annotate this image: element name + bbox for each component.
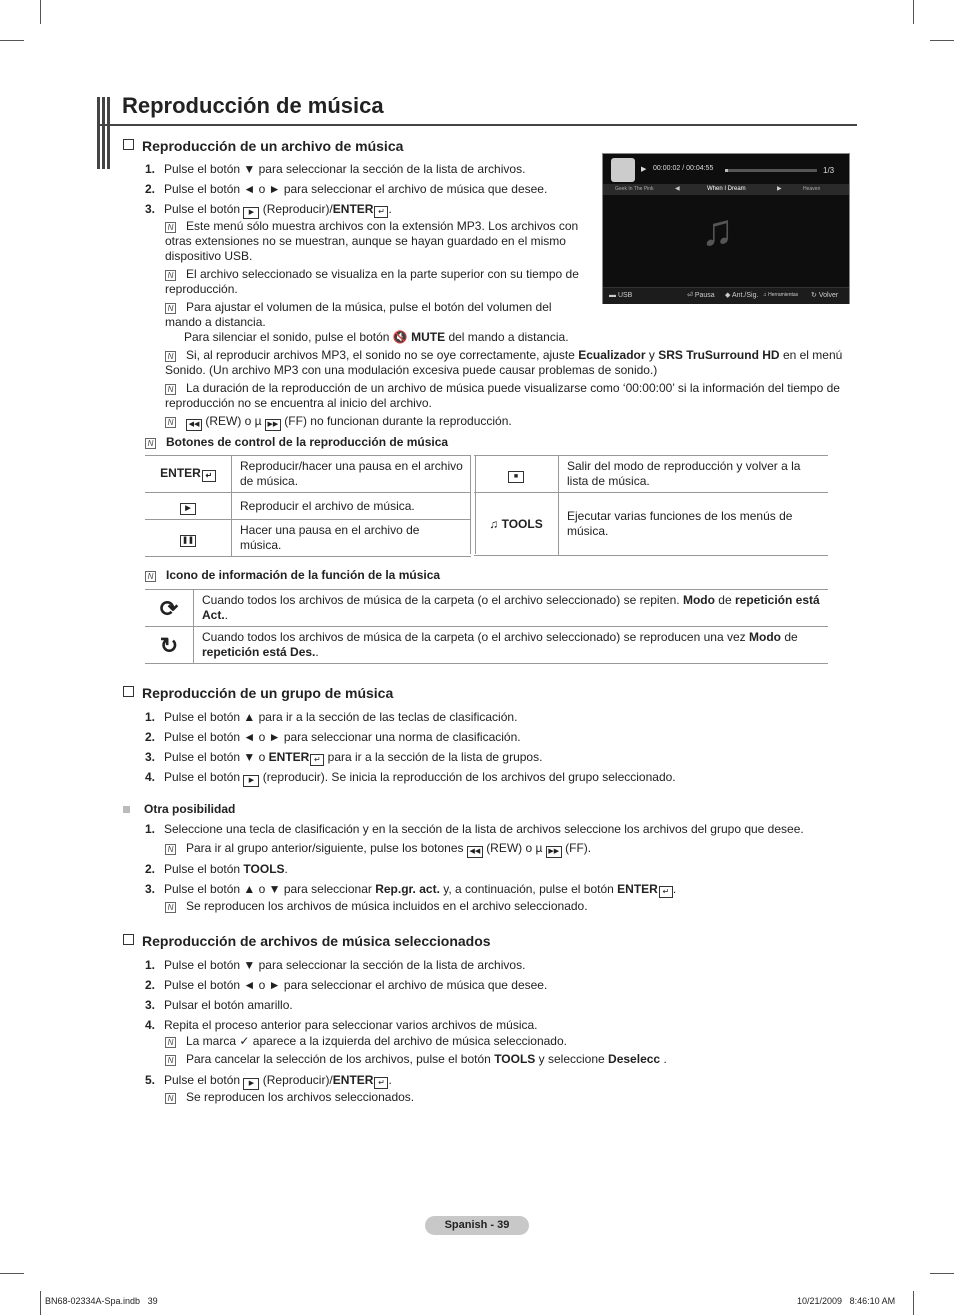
step: 2. Pulse el botón ◄ o ► para seleccionar el archivo de música que desee. [145, 182, 548, 196]
pause-hint: ⏎ Pausa [687, 292, 715, 299]
rewind-icon: ◀◀ [467, 846, 483, 858]
note: N Para ir al grupo anterior/siguiente, pulse los botones ◀◀ (REW) o µ ▶▶ (FF). [165, 841, 591, 858]
right-arrow-icon: ▶ [777, 186, 782, 192]
music-player-screen [602, 153, 850, 304]
note-icon: N [165, 222, 176, 233]
print-file: BN68-02334A-Spa.indb 39 [45, 1296, 158, 1306]
note: N La duración de la reproducción de un archivo de música puede visualizarse como ‘00:00:00’ si la información del tiempo de reproducción no se encuentra al inicio del archivo. [165, 381, 840, 410]
stop-icon: ■ [508, 471, 524, 483]
note-icon: N [165, 1093, 176, 1104]
table-cell: Cuando todos los archivos de música de la carpeta (o el archivo seleccionado) se repiten. Modo de repetición está Act.. [194, 590, 829, 627]
page-title: Reproducción de música [122, 93, 384, 118]
step: 2. Pulse el botón ◄ o ► para seleccionar una norma de clasificación. [145, 730, 521, 744]
table-cell: Cuando todos los archivos de música de la carpeta (o el archivo seleccionado) se reproducen una vez Modo de repetición está Des.. [194, 627, 829, 664]
table-cell: Ejecutar varias funciones de los menús de música. [559, 493, 829, 556]
step: 4. Repita el proceso anterior para seleccionar varios archivos de música. [145, 1018, 538, 1032]
table-cell: ENTER ↵ [145, 456, 232, 493]
table-heading: N Botones de control de la reproducción de música [145, 435, 448, 450]
table-heading: N Icono de información de la función de la música [145, 568, 440, 583]
crop-mark [40, 1291, 41, 1315]
mute-icon: 🔇 [392, 330, 408, 344]
step: 3. Pulse el botón ▼ o ENTER ↵ para ir a la sección de la lista de grupos. [145, 750, 543, 764]
music-note-icon: ♫ [701, 206, 734, 255]
checkbox-icon [123, 934, 134, 945]
repeat-all-icon: ⟳ [145, 590, 194, 627]
note-icon: N [165, 351, 176, 362]
note-cont: Para silenciar el sonido, pulse el botón 🔇 MUTE del mando a distancia. [184, 330, 569, 344]
usb-label: ▬ USB [609, 292, 633, 299]
note-icon: N [165, 902, 176, 913]
note-icon: N [165, 270, 176, 281]
step: 5. Pulse el botón ▶ (Reproducir)/ENTER ↵ . [145, 1073, 392, 1090]
enter-icon: ↵ [202, 470, 216, 482]
table-cell [145, 520, 232, 557]
enter-icon: ↵ [659, 886, 673, 898]
step: 1. Seleccione una tecla de clasificación y en la sección de la lista de archivos seleccione los archivos del grupo que desee. [145, 822, 804, 836]
note-icon: N [145, 438, 156, 449]
icons-table [145, 589, 828, 664]
tools-icon: ♫ [489, 516, 499, 531]
title-rule [97, 124, 857, 126]
player-status-bar [603, 287, 849, 304]
subheading: Otra posibilidad [123, 802, 235, 817]
album-art-icon [611, 158, 635, 182]
step: 4. Pulse el botón ▶ (reproducir). Se inicia la reproducción de los archivos del grupo seleccionado. [145, 770, 676, 787]
step: 2. Pulse el botón ◄ o ► para seleccionar el archivo de música que desee. [145, 978, 548, 992]
table-cell [474, 456, 559, 493]
section-heading: Reproducción de un grupo de música [123, 685, 393, 701]
note-icon: N [165, 844, 176, 855]
bullet-icon [123, 806, 130, 813]
table-cell: ♫ TOOLS [474, 493, 559, 556]
section-heading: Reproducción de archivos de música seleccionados [123, 933, 491, 949]
checkbox-icon [123, 686, 134, 697]
checkmark-icon: ✓ [239, 1034, 250, 1048]
print-timestamp: 10/21/2009 8:46:10 AM [797, 1296, 896, 1306]
play-icon: ▶ [243, 775, 259, 787]
prev-track: Geek In The Pink [615, 186, 654, 192]
table-cell: Reproducir el archivo de música. [232, 493, 472, 520]
crop-mark [930, 40, 954, 41]
checkbox-icon [123, 139, 134, 150]
back-hint: ↻ Volver [811, 292, 839, 299]
fast-forward-icon: ▶▶ [265, 419, 281, 431]
step: 2. Pulse el botón TOOLS. [145, 862, 288, 876]
section-heading: Reproducción de un archivo de música [123, 138, 403, 154]
note-icon: N [165, 384, 176, 395]
step: 1. Pulse el botón ▲ para ir a la sección de las teclas de clasificación. [145, 710, 518, 724]
note: N El archivo seleccionado se visualiza en la parte superior con su tiempo de reproducción. [165, 267, 579, 296]
play-icon: ▶ [243, 1078, 259, 1090]
step: 1. Pulse el botón ▼ para seleccionar la sección de la lista de archivos. [145, 162, 526, 176]
note: N Este menú sólo muestra archivos con la extensión MP3. Los archivos con otras extensiones no se muestran, aunque se hayan guardado en el mismo dispositivo USB. [165, 219, 579, 263]
page-number-badge: Spanish - 39 [425, 1216, 529, 1235]
step: 1. Pulse el botón ▼ para seleccionar la sección de la lista de archivos. [145, 958, 526, 972]
crop-mark [40, 0, 41, 24]
crop-mark [930, 1273, 954, 1274]
track-bar [603, 184, 849, 195]
rewind-icon: ◀◀ [186, 419, 202, 431]
fast-forward-icon: ▶▶ [546, 846, 562, 858]
note-icon: N [145, 571, 156, 582]
play-indicator-icon: ▶ [641, 166, 647, 173]
table-cell [145, 493, 232, 520]
ant-sig-hint: ◆ Ant./Sig. [725, 292, 759, 299]
note-icon: N [165, 417, 176, 428]
play-icon: ▶ [243, 207, 259, 219]
note: N Se reproducen los archivos seleccionados. [165, 1090, 414, 1105]
left-arrow-icon: ◀ [675, 186, 680, 192]
step: 3. Pulse el botón ▶ (Reproducir)/ENTER ↵ . [145, 202, 392, 219]
note: N ◀◀ (REW) o µ ▶▶ (FF) no funcionan durante la reproducción. [165, 414, 512, 431]
enter-icon: ↵ [310, 754, 324, 766]
note-icon: N [165, 1055, 176, 1066]
play-icon: ▶ [180, 503, 196, 515]
progress-bar [725, 169, 817, 172]
crop-mark [0, 1273, 24, 1274]
step: 3. Pulsar el botón amarillo. [145, 998, 293, 1012]
controls-table-left [145, 455, 471, 557]
repeat-off-icon: ↻ [145, 627, 194, 664]
note: N La marca ✓ aparece a la izquierda del archivo de música seleccionado. [165, 1034, 567, 1049]
note: N Si, al reproducir archivos MP3, el sonido no se oye correctamente, ajuste Ecualizador y SRS TruSurround HD en el menú Sonido. (Un archivo MP3 con una modulación excesiva puede causar problemas de sonido.) [165, 348, 843, 377]
crop-mark [913, 1291, 914, 1315]
note-icon: N [165, 1037, 176, 1048]
step: 3. Pulse el botón ▲ o ▼ para seleccionar Rep.gr. act. y, a continuación, pulse el botón ENTER ↵ . [145, 882, 677, 896]
note-icon: N [165, 303, 176, 314]
title-bars [97, 97, 111, 169]
note: N Para cancelar la selección de los archivos, pulse el botón TOOLS y seleccione Deselecc . [165, 1052, 667, 1067]
controls-table-right [474, 455, 828, 556]
table-cell: Reproducir/hacer una pausa en el archivo de música. [232, 456, 472, 493]
current-track: When I Dream [707, 186, 746, 192]
crop-mark [0, 40, 24, 41]
note: N Se reproducen los archivos de música incluidos en el archivo seleccionado. [165, 899, 588, 914]
tools-hint: ♫ Herramientas [763, 292, 799, 298]
player-time: 00:00:02 / 00:04:55 [653, 165, 714, 172]
enter-icon: ↵ [374, 206, 388, 218]
next-track: Heaven [803, 186, 821, 192]
table-cell: Salir del modo de reproducción y volver a la lista de música. [559, 456, 829, 493]
page-counter: 1/3 [823, 166, 835, 175]
note: N Para ajustar el volumen de la música, pulse el botón del volumen del mando a distancia. [165, 300, 552, 329]
pause-icon: ❚❚ [180, 535, 196, 547]
table-cell: Hacer una pausa en el archivo de música. [232, 520, 472, 557]
crop-mark [913, 0, 914, 24]
enter-icon: ↵ [374, 1077, 388, 1089]
